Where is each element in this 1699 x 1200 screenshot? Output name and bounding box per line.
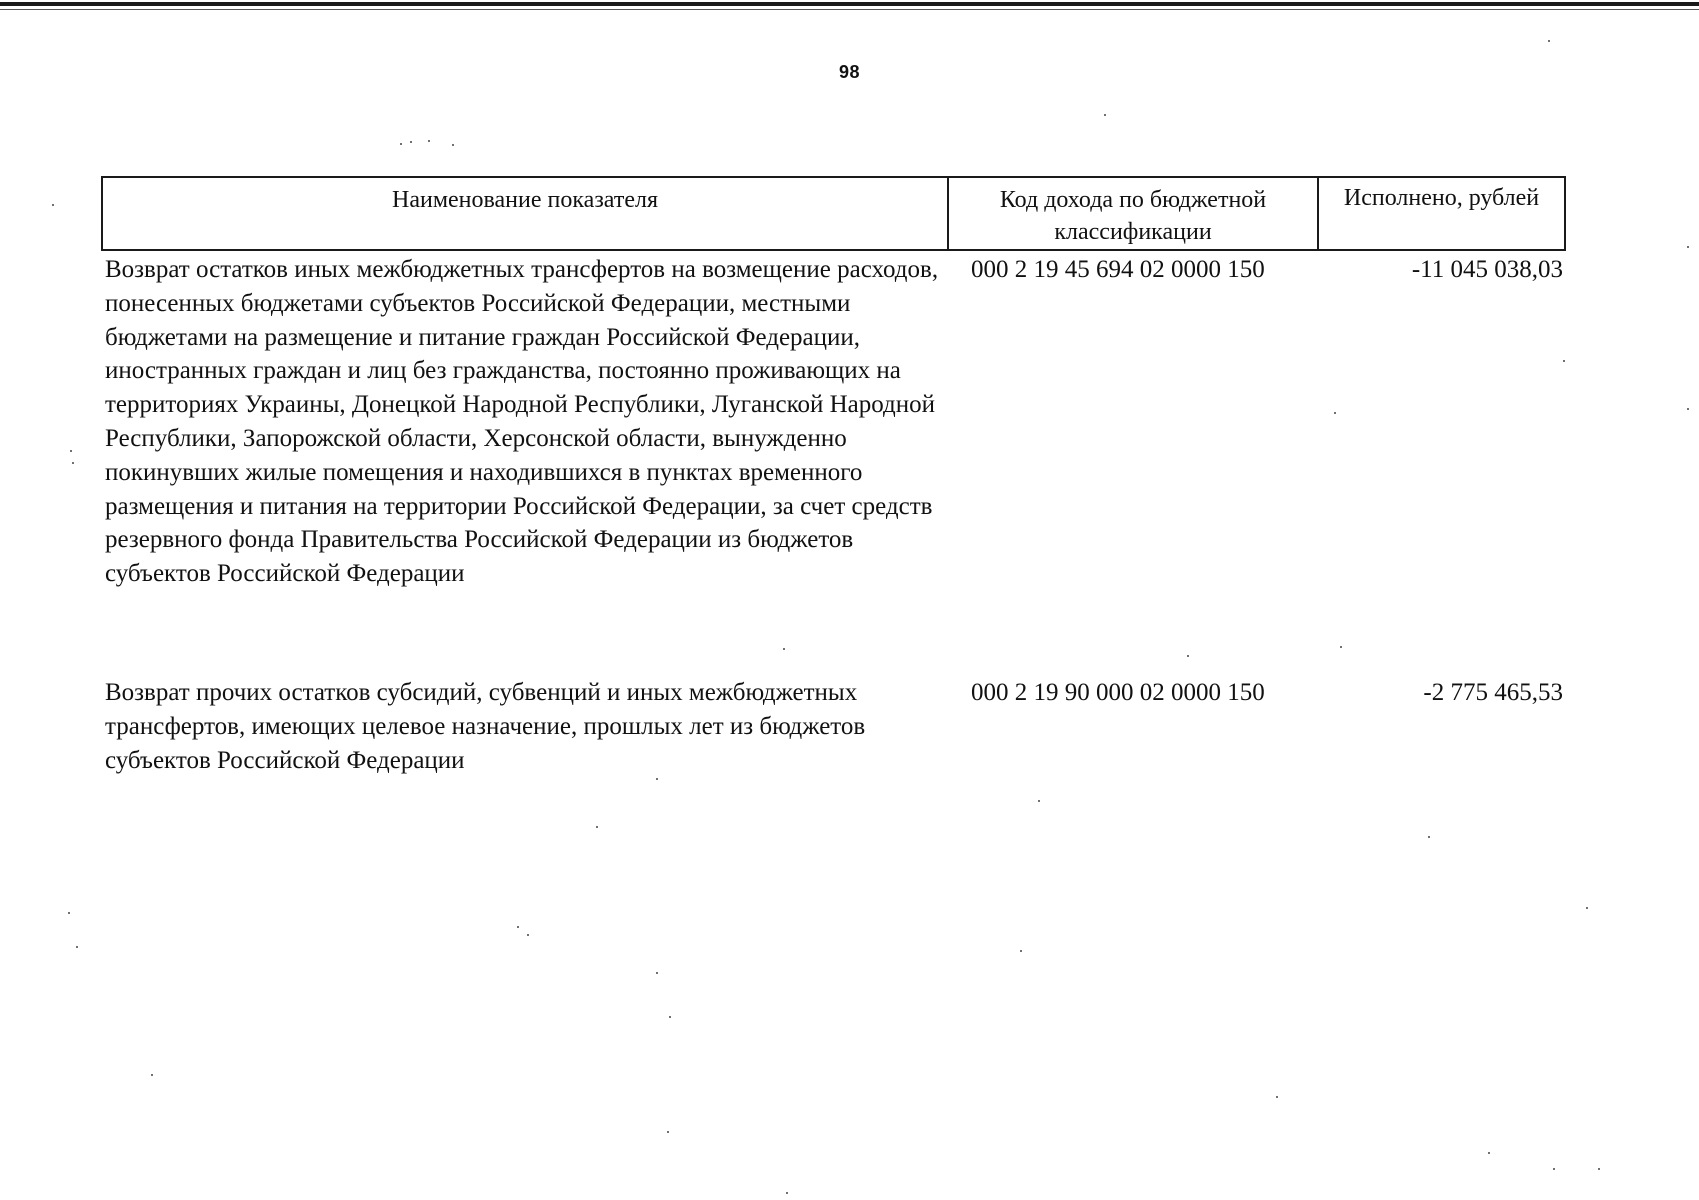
scan-speck — [70, 450, 72, 452]
scan-speck — [428, 140, 430, 142]
scan-speck — [1104, 114, 1106, 116]
header-income-code: Код дохода по бюджетной классификации — [949, 178, 1319, 249]
top-border-line-thin — [0, 9, 1699, 10]
scan-speck — [1563, 360, 1565, 362]
scan-speck — [656, 972, 658, 974]
top-border-line — [0, 2, 1699, 6]
scan-speck — [669, 1016, 671, 1018]
row-income-code: 000 2 19 45 694 02 0000 150 — [971, 256, 1265, 283]
row-indicator-name: Возврат остатков иных межбюджетных трансфертов на возмещение расходов, понесенных бюджетами субъектов Российской Федерации, местными бюджетами на размещение и питание граждан Российской Федерации, иностранных граждан и лиц без гражданства, постоянно проживающих на территориях Украины, Донецкой Народной Республики, Луганской Народной Республики, Запорожской области, Херсонской области, вынужденно покинувших жилые помещения и находившихся в пунктах временного размещения и питания на территории Российской Федерации, за счет средств резервного фонда Правительства Российской Федерации из бюджетов субъектов Российской Федерации — [105, 256, 939, 588]
scan-speck — [1340, 646, 1342, 648]
scan-speck — [1598, 1168, 1600, 1170]
scan-speck — [1687, 408, 1689, 410]
scan-speck — [656, 778, 658, 780]
scan-speck — [1586, 907, 1588, 909]
scan-speck — [1548, 40, 1550, 42]
scan-speck — [400, 143, 402, 145]
scan-speck — [783, 648, 785, 650]
scan-speck — [1687, 246, 1689, 248]
scan-speck — [517, 926, 519, 928]
scan-speck — [68, 912, 70, 914]
scan-speck — [52, 204, 54, 206]
scan-speck — [1488, 1152, 1490, 1154]
row-income-code: 000 2 19 90 000 02 0000 150 — [971, 679, 1265, 706]
row-executed-amount: -11 045 038,03 — [1411, 256, 1563, 283]
page-number: 98 — [838, 62, 861, 82]
scan-speck — [410, 141, 412, 143]
scan-speck — [1428, 836, 1430, 838]
row-executed-amount: -2 775 465,53 — [1423, 679, 1563, 706]
table-header — [101, 176, 1566, 251]
scan-speck — [527, 934, 529, 936]
scan-speck — [596, 826, 598, 828]
scan-speck — [1020, 950, 1022, 952]
scan-speck — [1553, 1168, 1555, 1170]
header-executed-amount: Исполнено, рублей — [1343, 185, 1540, 211]
row-indicator-name: Возврат прочих остатков субсидий, субвенций и иных межбюджетных трансфертов, имеющих целевое назначение, прошлых лет из бюджетов субъектов Российской Федерации — [105, 679, 866, 774]
scan-speck — [72, 462, 74, 464]
scan-speck — [76, 946, 78, 948]
scan-speck — [1276, 1096, 1278, 1098]
scan-speck — [786, 1192, 788, 1194]
scan-speck — [1334, 412, 1336, 414]
scan-speck — [151, 1074, 153, 1076]
scan-speck — [1038, 800, 1040, 802]
header-indicator-name: Наименование показателя — [103, 178, 949, 249]
scan-speck — [667, 1131, 669, 1133]
scan-speck — [452, 144, 454, 146]
scan-speck — [1187, 655, 1189, 657]
